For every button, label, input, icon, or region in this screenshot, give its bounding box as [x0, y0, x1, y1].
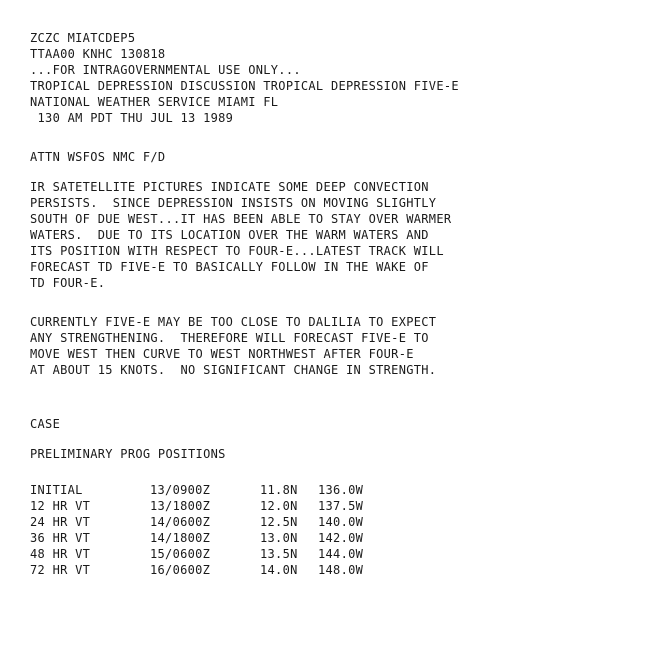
position-lat: 14.0N	[260, 563, 298, 577]
case-line: CASE	[30, 417, 61, 431]
table-row	[30, 531, 364, 547]
position-time: 14/0600Z	[150, 515, 211, 529]
position-time: 13/1800Z	[150, 499, 211, 513]
paragraph-line: SOUTH OF DUE WEST...IT HAS BEEN ABLE TO STAY OVER WARMER	[30, 212, 452, 226]
paragraph-line: ITS POSITION WITH RESPECT TO FOUR-E...LATEST TRACK WILL	[30, 244, 444, 258]
position-label: 36 HR VT	[30, 531, 91, 545]
paragraph-line: AT ABOUT 15 KNOTS. NO SIGNIFICANT CHANGE IN STRENGTH.	[30, 363, 437, 377]
position-lon: 136.0W	[318, 483, 364, 497]
paragraph-line: WATERS. DUE TO ITS LOCATION OVER THE WARM WATERS AND	[30, 228, 429, 242]
position-lon: 137.5W	[318, 499, 364, 513]
table-row	[30, 499, 364, 515]
header-line: NATIONAL WEATHER SERVICE MIAMI FL	[30, 95, 279, 109]
header-line: ...FOR INTRAGOVERNMENTAL USE ONLY...	[30, 63, 301, 77]
table-row	[30, 563, 364, 579]
table-row	[30, 515, 364, 531]
header-line: ZCZC MIATCDEP5	[30, 31, 136, 45]
paragraph-line: FORECAST TD FIVE-E TO BASICALLY FOLLOW IN THE WAKE OF	[30, 260, 429, 274]
position-label: 48 HR VT	[30, 547, 91, 561]
position-lon: 148.0W	[318, 563, 364, 577]
position-lon: 142.0W	[318, 531, 364, 545]
position-time: 15/0600Z	[150, 547, 211, 561]
position-lat: 11.8N	[260, 483, 298, 497]
paragraph-line: PERSISTS. SINCE DEPRESSION INSISTS ON MOVING SLIGHTLY	[30, 196, 437, 210]
table-row	[30, 547, 364, 563]
paragraph-line: MOVE WEST THEN CURVE TO WEST NORTHWEST AFTER FOUR-E	[30, 347, 414, 361]
position-time: 16/0600Z	[150, 563, 211, 577]
attn-line: ATTN WSFOS NMC F/D	[30, 150, 166, 164]
header-line: TTAA00 KNHC 130818	[30, 47, 166, 61]
position-lat: 13.5N	[260, 547, 298, 561]
position-time: 14/1800Z	[150, 531, 211, 545]
position-lat: 13.0N	[260, 531, 298, 545]
header-line: 130 AM PDT THU JUL 13 1989	[30, 111, 234, 125]
header-line: TROPICAL DEPRESSION DISCUSSION TROPICAL DEPRESSION FIVE-E	[30, 79, 459, 93]
paragraph-line: CURRENTLY FIVE-E MAY BE TOO CLOSE TO DALILIA TO EXPECT	[30, 315, 437, 329]
position-label: 12 HR VT	[30, 499, 91, 513]
position-label: 72 HR VT	[30, 563, 91, 577]
position-label: 24 HR VT	[30, 515, 91, 529]
position-lat: 12.0N	[260, 499, 298, 513]
paragraph-line: IR SATETELLITE PICTURES INDICATE SOME DEEP CONVECTION	[30, 180, 429, 194]
paragraph-line: ANY STRENGTHENING. THEREFORE WILL FORECAST FIVE-E TO	[30, 331, 429, 345]
prog-title: PRELIMINARY PROG POSITIONS	[30, 447, 226, 461]
position-lon: 144.0W	[318, 547, 364, 561]
table-row	[30, 483, 364, 499]
position-time: 13/0900Z	[150, 483, 211, 497]
position-label: INITIAL	[30, 483, 83, 497]
paragraph-line: TD FOUR-E.	[30, 276, 106, 290]
position-lon: 140.0W	[318, 515, 364, 529]
position-lat: 12.5N	[260, 515, 298, 529]
